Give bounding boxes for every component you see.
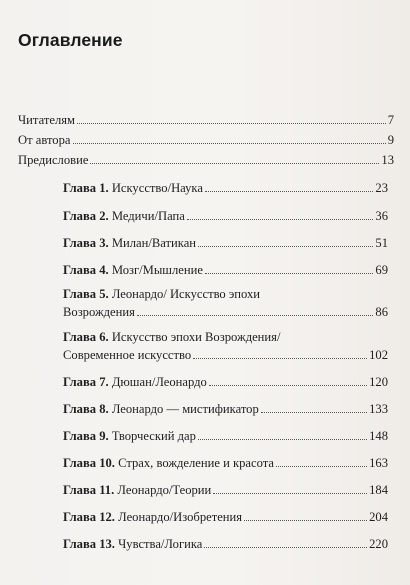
toc-entry-readers[interactable]	[18, 112, 394, 128]
toc-entry-chapter-8[interactable]	[63, 401, 388, 417]
toc-entry-preface[interactable]	[18, 152, 394, 168]
chapter-title: Леонардо/ Искусство эпохи	[111, 287, 261, 301]
chapter-title-continued: Возрождения	[63, 305, 135, 319]
chapter-label: Глава 1.	[63, 181, 109, 195]
toc-entry-title: От автора	[18, 133, 71, 147]
chapter-label: Глава 4.	[63, 263, 109, 277]
dot-leader	[77, 123, 386, 124]
chapter-label: Глава 12.	[63, 510, 115, 524]
chapter-label: Глава 6.	[63, 330, 109, 344]
chapter-label: Глава 11.	[63, 483, 115, 497]
chapter-title: Медичи/Папа	[111, 209, 185, 223]
dot-leader	[276, 466, 367, 467]
chapter-title: Искусство эпохи Возрождения/	[111, 330, 281, 344]
toc-entry-page: 7	[387, 113, 394, 127]
chapter-label: Глава 9.	[63, 429, 109, 443]
chapter-page: 120	[369, 375, 388, 389]
toc-entry-chapter-12[interactable]	[63, 509, 388, 525]
toc-entry-chapter-13[interactable]	[63, 536, 388, 552]
toc-entry-chapter-7[interactable]	[63, 374, 388, 390]
chapter-label: Глава 10.	[63, 456, 115, 470]
chapter-title: Леонардо/Теории	[117, 483, 212, 497]
dot-leader	[137, 315, 373, 316]
dot-leader	[209, 385, 367, 386]
chapter-label: Глава 13.	[63, 537, 115, 551]
chapter-page: 36	[375, 209, 388, 223]
toc-entry-page: 13	[381, 153, 394, 167]
toc-entry-chapter-1[interactable]	[63, 180, 388, 196]
chapter-title: Леонардо/Изобретения	[118, 510, 243, 524]
chapter-title: Чувства/Логика	[118, 537, 203, 551]
toc-entry-title: Предисловие	[18, 153, 89, 167]
chapter-title: Искусство/Наука	[111, 181, 203, 195]
chapter-page: 163	[369, 456, 388, 470]
chapter-page: 133	[369, 402, 388, 416]
chapter-page: 148	[369, 429, 388, 443]
chapter-title: Мозг/Мышление	[111, 263, 203, 277]
toc-entry-chapter-2[interactable]	[63, 208, 388, 224]
dot-leader	[198, 439, 367, 440]
dot-leader	[205, 191, 373, 192]
toc-entry-chapter-10[interactable]	[63, 455, 388, 471]
page-title: Оглавление	[18, 30, 123, 50]
dot-leader	[204, 547, 367, 548]
chapter-page: 102	[369, 348, 388, 362]
chapter-page: 51	[375, 236, 388, 250]
toc-entry-chapter-11[interactable]	[63, 482, 388, 498]
chapter-title: Милан/Ватикан	[111, 236, 197, 250]
chapter-page: 184	[369, 483, 388, 497]
chapter-title: Страх, вожделение и красота	[118, 456, 274, 470]
chapter-label: Глава 8.	[63, 402, 109, 416]
chapter-page: 86	[375, 305, 388, 319]
chapter-page: 220	[369, 537, 388, 551]
chapter-title: Дюшан/Леонардо	[111, 375, 207, 389]
dot-leader	[187, 219, 374, 220]
chapter-label: Глава 7.	[63, 375, 109, 389]
toc-entry-author[interactable]	[18, 132, 394, 148]
dot-leader	[90, 163, 379, 164]
toc-entry-chapter-3[interactable]	[63, 235, 388, 251]
toc-entry-chapter-4[interactable]	[63, 262, 388, 278]
dot-leader	[244, 520, 367, 521]
toc-entry-title: Читателям	[18, 113, 75, 127]
dot-leader	[205, 273, 373, 274]
chapter-title: Творческий дар	[111, 429, 196, 443]
toc-entry-chapter-9[interactable]	[63, 428, 388, 444]
dot-leader	[198, 246, 373, 247]
toc-entry-page: 9	[387, 133, 394, 147]
toc-entry-chapter-6[interactable]	[63, 328, 388, 364]
dot-leader	[261, 412, 367, 413]
dot-leader	[213, 493, 367, 494]
chapter-title: Леонардо — мистификатор	[111, 402, 259, 416]
chapter-label: Глава 2.	[63, 209, 109, 223]
dot-leader	[73, 143, 386, 144]
toc-entry-chapter-5[interactable]	[63, 285, 388, 321]
chapter-title-continued: Современное искусство	[63, 348, 192, 362]
chapter-label: Глава 3.	[63, 236, 109, 250]
chapter-label: Глава 5.	[63, 287, 109, 301]
chapter-page: 69	[375, 263, 388, 277]
dot-leader	[193, 358, 367, 359]
chapter-page: 204	[369, 510, 388, 524]
chapter-page: 23	[375, 181, 388, 195]
